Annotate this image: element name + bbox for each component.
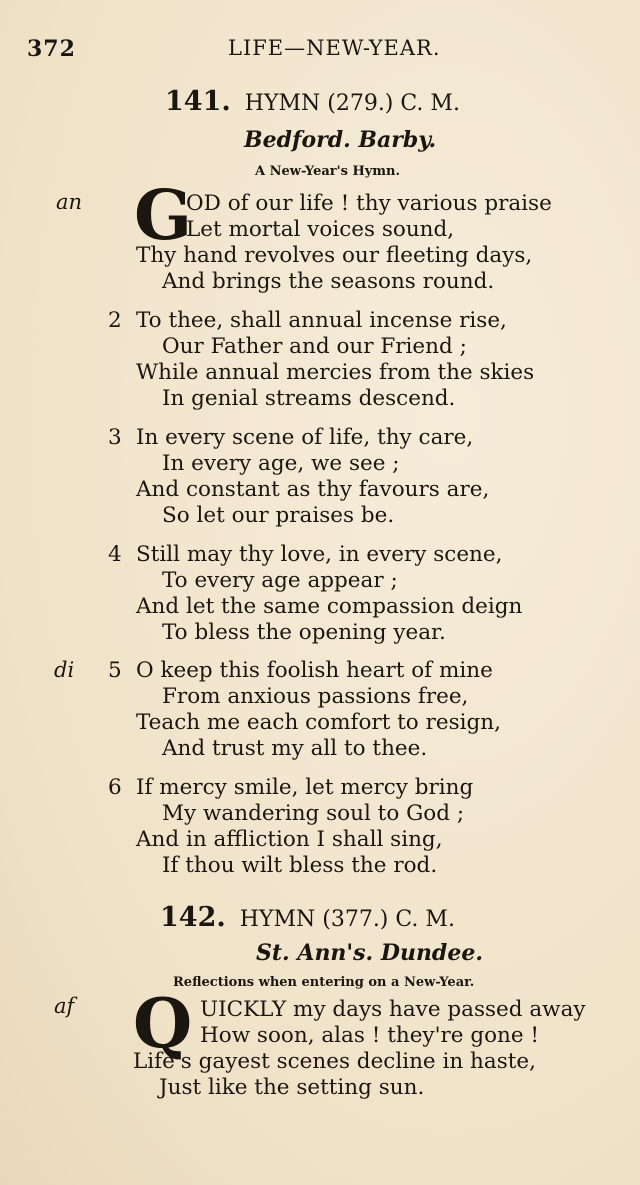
verse-line: Thy hand revolves our fleeting days, <box>136 243 533 268</box>
verse-line: UICKLY my days have passed away <box>200 997 586 1022</box>
verse-line: Life's gayest scenes decline in haste, <box>133 1049 536 1074</box>
stanza-number: 2 <box>108 308 122 333</box>
verse-line: If thou wilt bless the rod. <box>162 853 438 878</box>
verse-line: If mercy smile, let mercy bring <box>136 775 474 800</box>
verse-line: So let our praises be. <box>162 503 395 528</box>
hymn-title: HYMN (377.) C. M. <box>239 907 455 932</box>
hymn-142-subtitle: Reflections when entering on a New-Year. <box>173 975 475 990</box>
hymn-141-subtitle: A New-Year's Hymn. <box>255 164 401 179</box>
verse-line: And trust my all to thee. <box>162 736 428 761</box>
verse-line: And constant as thy favours are, <box>136 477 490 502</box>
hymn-141-heading <box>165 86 460 117</box>
verse-line: And let the same compassion deign <box>136 594 523 619</box>
stanza-number: 4 <box>108 542 122 567</box>
verse-line: And in affliction I shall sing, <box>136 827 443 852</box>
stanza-number: 5 <box>108 658 122 683</box>
verse-line: And brings the seasons round. <box>162 269 495 294</box>
hymn-142-heading <box>160 902 455 933</box>
verse-line: My wandering soul to God ; <box>162 801 465 826</box>
verse-line: To every age appear ; <box>162 568 398 593</box>
verse-line: In every scene of life, thy care, <box>136 425 474 450</box>
hymn-142-tune: St. Ann's. Dundee. <box>256 940 483 966</box>
verse-line: To thee, shall annual incense rise, <box>136 308 507 333</box>
verse-line: O keep this foolish heart of mine <box>136 658 493 683</box>
hymn-number: 141. <box>165 86 231 117</box>
verse-line: How soon, alas ! they're gone ! <box>200 1023 540 1048</box>
verse-line: OD of our life ! thy various praise <box>186 191 552 216</box>
verse-line: In every age, we see ; <box>162 451 400 476</box>
verse-line: To bless the opening year. <box>162 620 446 645</box>
verse-line: Still may thy love, in every scene, <box>136 542 503 567</box>
running-title: LIFE—NEW-YEAR. <box>228 36 441 60</box>
page-number: 372 <box>27 36 76 62</box>
drop-cap: G <box>134 176 193 256</box>
hymn-number: 142. <box>160 902 226 933</box>
drop-cap: Q <box>133 984 193 1064</box>
verse-line: Teach me each comfort to resign, <box>136 710 501 735</box>
hymn-title: HYMN (279.) C. M. <box>244 91 460 116</box>
hymn-141-tune: Bedford. Barby. <box>244 127 437 153</box>
stanza-number: 3 <box>108 425 122 450</box>
margin-note: di <box>54 658 75 682</box>
verse-line: In genial streams descend. <box>162 386 456 411</box>
margin-note: an <box>56 190 83 214</box>
verse-line: Let mortal voices sound, <box>186 217 455 242</box>
verse-line: While annual mercies from the skies <box>136 360 535 385</box>
verse-line: Just like the setting sun. <box>159 1075 425 1100</box>
stanza-number: 6 <box>108 775 122 800</box>
verse-line: Our Father and our Friend ; <box>162 334 467 359</box>
verse-line: From anxious passions free, <box>162 684 469 709</box>
margin-note: af <box>54 994 75 1018</box>
